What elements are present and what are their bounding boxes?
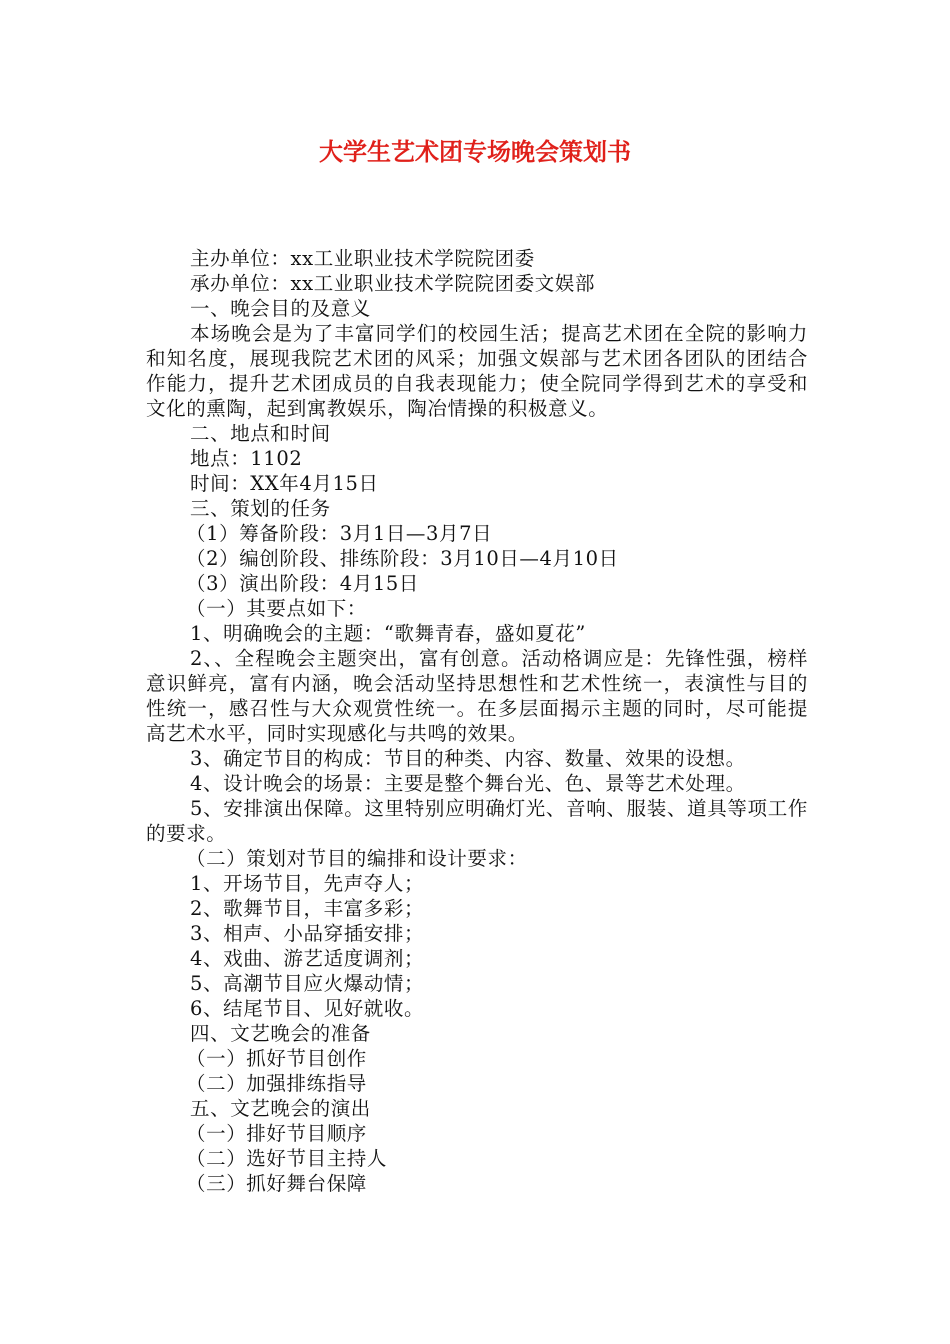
program-item: 3、相声、小品穿插安排； — [190, 922, 425, 945]
stage-line: （1）筹备阶段：3月1日—3月7日 — [186, 522, 493, 545]
stage-line: （3）演出阶段：4月15日 — [186, 572, 419, 595]
key-point-paragraph: 2、、全程晚会主题突出，富有创意。活动格调应是：先锋性强，榜样意识鲜亮，富有内涵，晚会活动坚持思想性和艺术性统一，表演性与目的性统一，感召性与大众观赏性统一。在多层面揭示主题的同时，尽可能提高艺术水平，同时实现感化与共鸣的效果。 — [146, 647, 808, 745]
section-heading: 三、策划的任务 — [190, 497, 331, 520]
key-point: 3、确定节目的构成：节目的种类、内容、数量、效果的设想。 — [190, 747, 746, 770]
program-item: 1、开场节目，先声夺人； — [190, 872, 425, 895]
key-point: 1、明确晚会的主题：“歌舞青春，盛如夏花” — [190, 622, 586, 645]
subsection-item: （一）抓好节目创作 — [186, 1047, 367, 1070]
subsection-item: （一）排好节目顺序 — [186, 1122, 367, 1145]
document-body — [146, 246, 808, 1196]
venue-line: 地点：1102 — [190, 447, 303, 470]
program-item: 6、结尾节目、见好就收。 — [190, 997, 425, 1020]
program-item: 4、戏曲、游艺适度调剂； — [190, 947, 425, 970]
subsection-item: （三）抓好舞台保障 — [186, 1172, 367, 1195]
subsection-heading: （二）策划对节目的编排和设计要求： — [186, 847, 528, 870]
organizer-line: 主办单位：xx工业职业技术学院院团委 — [190, 247, 535, 270]
program-item: 2、歌舞节目，丰富多彩； — [190, 897, 425, 920]
key-point: 4、设计晚会的场景：主要是整个舞台光、色、景等艺术处理。 — [190, 772, 746, 795]
section-heading: 四、文艺晚会的准备 — [190, 1022, 371, 1045]
document-title: 大学生艺术团专场晚会策划书 — [319, 138, 631, 166]
section-heading: 二、地点和时间 — [190, 422, 331, 445]
subsection-heading: （一）其要点如下： — [186, 597, 367, 620]
subsection-item: （二）选好节目主持人 — [186, 1147, 388, 1170]
key-point-paragraph: 5、安排演出保障。这里特别应明确灯光、音响、服装、道具等项工作的要求。 — [146, 797, 808, 845]
stage-line: （2）编创阶段、排练阶段：3月10日—4月10日 — [186, 547, 619, 570]
purpose-paragraph: 本场晚会是为了丰富同学们的校园生活；提高艺术团在全院的影响力和知名度，展现我院艺术团的风采；加强文娱部与艺术团各团队的团结合作能力，提升艺术团成员的自我表现能力；使全院同学得到艺术的享受和文化的熏陶，起到寓教娱乐，陶冶情操的积极意义。 — [146, 322, 808, 420]
subsection-item: （二）加强排练指导 — [186, 1072, 367, 1095]
time-line: 时间：XX年4月15日 — [190, 472, 379, 495]
co-organizer-line: 承办单位：xx工业职业技术学院院团委文娱部 — [190, 272, 596, 295]
section-heading: 五、文艺晚会的演出 — [190, 1097, 371, 1120]
section-heading: 一、晚会目的及意义 — [190, 297, 371, 320]
program-item: 5、高潮节目应火爆动情； — [190, 972, 425, 995]
